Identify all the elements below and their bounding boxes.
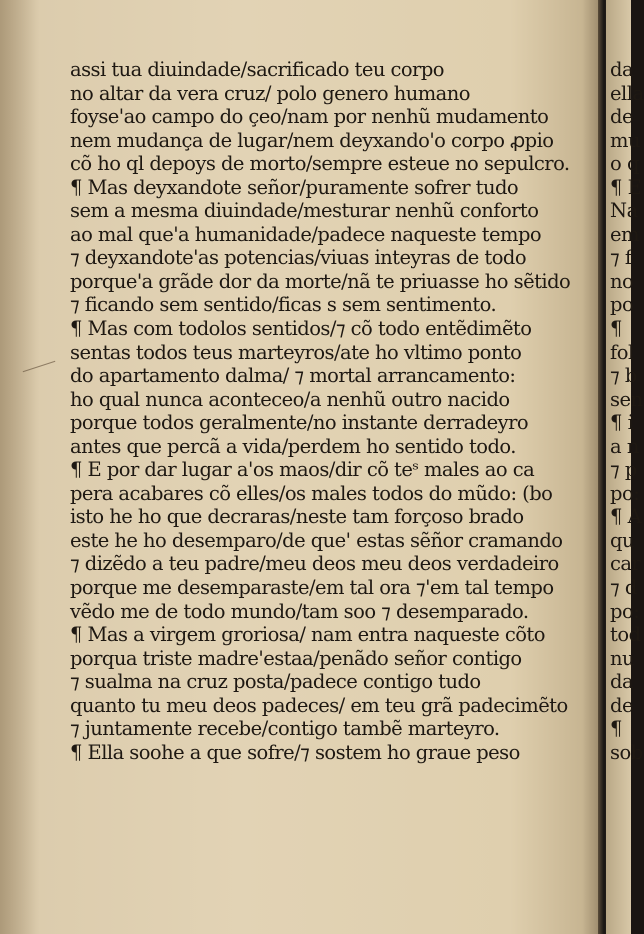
text-line: pera acabares cõ elles/os males todos do mũdo: (bo <box>70 481 553 505</box>
text-fragment: qu <box>610 528 635 552</box>
text-line: ⁊ sualma na cruz posta/padece contigo tudo <box>70 670 481 694</box>
text-fragment: Na <box>610 199 638 223</box>
text-line: antes que percã a vida/perdem ho sentido todo. <box>70 434 516 458</box>
text-line: porque me desemparaste/em tal ora ⁊'em tal tempo <box>70 576 554 600</box>
text-line: ho qual nunca aconteceo/a nenhũ outro nacido <box>70 387 510 411</box>
text-line: isto he ho que decraras/neste tam forçoso brado <box>70 505 524 529</box>
text-fragment: de <box>610 105 634 129</box>
text-line: ⁊ ficando sem sentido/ficas s sem sentimento. <box>70 293 497 317</box>
text-line: ao mal que'a humanidade/padece naqueste tempo <box>70 222 542 246</box>
text-fragment: de <box>610 693 634 717</box>
text-line: sem a mesma diuindade/mesturar nenhũ conforto <box>70 199 539 223</box>
text-line: ¶ E por dar lugar a'os maos/dir cõ teˢ males ao ca <box>70 458 535 482</box>
text-fragment: em <box>610 222 640 246</box>
text-line: do apartamento dalma/ ⁊ mortal arrancamento: <box>70 364 516 388</box>
text-fragment: ¶ A <box>610 505 642 529</box>
text-fragment: ⁊ b <box>610 364 637 388</box>
left-page-text <box>70 58 602 764</box>
text-fragment: fol <box>610 340 634 364</box>
text-line: ¶ Ella soohe a que sofre/⁊ sostem ho graue peso <box>70 740 520 764</box>
text-fragment: mu <box>610 128 641 152</box>
text-fragment: ⁊ d <box>610 576 637 600</box>
text-fragment: da <box>610 58 634 81</box>
edge-stain <box>0 0 40 934</box>
text-fragment: o q <box>610 152 639 176</box>
text-fragment: da <box>610 670 634 694</box>
text-line: nem mudança de lugar/nem deyxando'o corpo ꝓpio <box>70 128 554 152</box>
text-line: ¶ Mas deyxandote señor/puramente sofrer tudo <box>70 175 519 199</box>
text-fragment: nu <box>610 646 635 670</box>
text-line: sentas todos teus marteyros/ate ho vltimo ponto <box>70 340 522 364</box>
text-fragment: tod <box>610 623 641 647</box>
text-fragment: ¶ <box>610 317 622 341</box>
right-page-text <box>610 58 644 764</box>
text-fragment: sen <box>610 387 643 411</box>
text-fragment: po: <box>610 599 640 623</box>
text-line: ⁊ deyxandote'as potencias/viuas inteyras de todo <box>70 246 527 270</box>
text-fragment: ⁊ p <box>610 458 637 482</box>
text-line: ⁊ dizẽdo a teu padre/meu deos meu deos verdadeiro <box>70 552 559 576</box>
text-line: no altar da vera cruz/ polo genero humano <box>70 81 470 105</box>
text-fragment: ⁊ f <box>610 246 632 270</box>
text-fragment: car <box>610 552 641 576</box>
text-fragment: no <box>610 269 634 293</box>
text-line: porque'a grãde dor da morte/nã te priuasse ho sẽtido <box>70 269 571 293</box>
text-line: assi tua diuindade/sacrificado teu corpo <box>70 58 444 81</box>
text-fragment: ¶ <box>610 717 622 741</box>
text-line: ¶ Mas com todolos sentidos/⁊ cõ todo entẽdimẽto <box>70 317 532 341</box>
text-line: porqua triste madre'estaa/penãdo señor contigo <box>70 646 522 670</box>
text-line: ⁊ juntamente recebe/contigo tambẽ marteyro. <box>70 717 500 741</box>
text-fragment: ¶ E <box>610 175 642 199</box>
text-fragment: po <box>610 293 634 317</box>
text-fragment: ella <box>610 81 644 105</box>
text-line: quanto tu meu deos padeces/ em teu grã padecimẽto <box>70 693 568 717</box>
text-fragment: sob <box>610 740 643 764</box>
text-fragment: po: <box>610 481 640 505</box>
text-fragment: a n <box>610 434 639 458</box>
text-line: vẽdo me de todo mundo/tam soo ⁊ desemparado. <box>70 599 529 623</box>
text-line: cõ ho ql depoys de morto/sempre esteue no sepulcro. <box>70 152 570 176</box>
text-line: foyse'ao campo do çeo/nam por nenhũ mudamento <box>70 105 549 129</box>
right-page-edge <box>606 0 644 934</box>
text-line: porque todos geralmente/no instante derradeyro <box>70 411 529 435</box>
text-line: este he ho desemparo/de que' estas sẽñor cramando <box>70 528 563 552</box>
text-fragment: ¶ i <box>610 411 634 435</box>
text-line: ¶ Mas a virgem groriosa/ nam entra naqueste cõto <box>70 623 545 647</box>
